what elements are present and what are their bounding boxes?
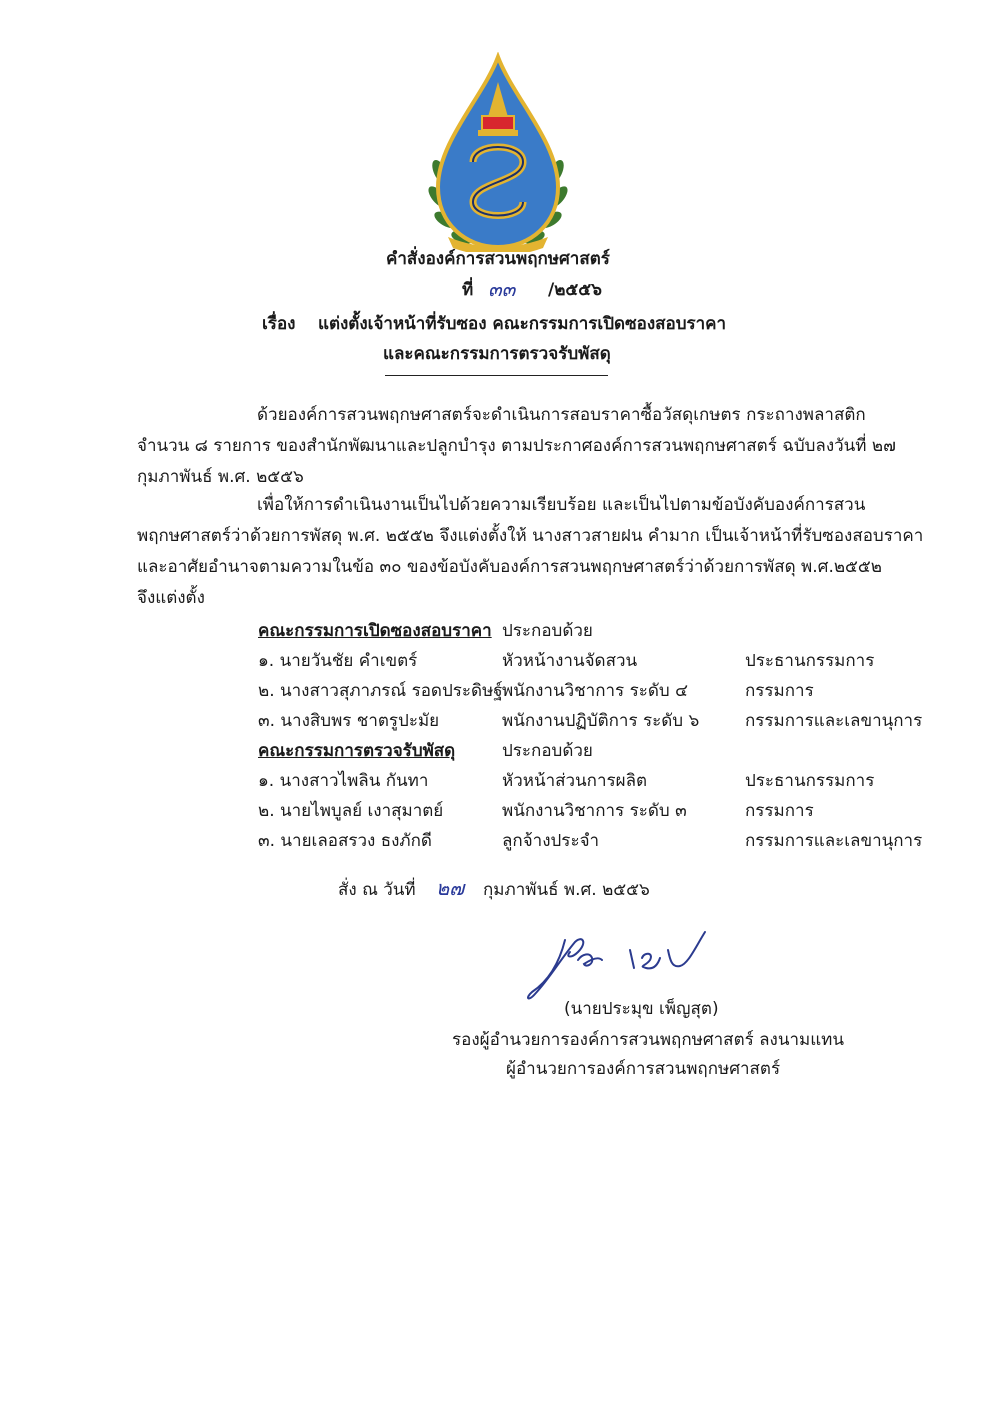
- member-position: พนักงานวิชาการ ระดับ ๔: [502, 681, 688, 701]
- signatory-name: (นายประมุข เพ็ญสุต): [564, 999, 719, 1019]
- paragraph-line: พฤกษศาสตร์ว่าด้วยการพัสดุ พ.ศ. ๒๕๕๒ จึงแต่งตั้งให้ นางสาวสายฝน คำมาก เป็นเจ้าหน้าที่รับซองสอบราคา: [137, 526, 924, 546]
- subject-line-2: และคณะกรรมการตรวจรับพัสดุ: [383, 344, 611, 364]
- paragraph-line: จึงแต่งตั้ง: [137, 588, 205, 608]
- member-position: พนักงานวิชาการ ระดับ ๓: [502, 801, 687, 821]
- committee-2-title: คณะกรรมการตรวจรับพัสดุ: [258, 741, 456, 761]
- member-role: กรรมการและเลขานุการ: [745, 831, 923, 851]
- member-position: หัวหน้าส่วนการผลิต: [502, 771, 648, 791]
- member-position: พนักงานปฏิบัติการ ระดับ ๖: [502, 711, 700, 731]
- member-name: ๑. นางสาวไพลิน กันทา: [258, 771, 429, 791]
- member-position: หัวหน้างานจัดสวน: [502, 651, 638, 671]
- paragraph-line: เพื่อให้การดำเนินงานเป็นไปด้วยความเรียบร้อย และเป็นไปตามข้อบังคับองค์การสวน: [257, 495, 866, 515]
- member-role: ประธานกรรมการ: [745, 771, 875, 791]
- member-role: ประธานกรรมการ: [745, 651, 875, 671]
- member-name: ๑. นายวันชัย คำเขตร์: [258, 651, 418, 671]
- member-name: ๒. นายไพบูลย์ เงาสุมาตย์: [258, 801, 444, 821]
- order-title: คำสั่งองค์การสวนพฤกษศาสตร์: [386, 249, 610, 269]
- member-name: ๓. นายเลอสรวง ธงภักดี: [258, 831, 432, 851]
- paragraph-line: จำนวน ๘ รายการ ของสำนักพัฒนาและปลูกบำรุง ตามประกาศองค์การสวนพฤกษศาสตร์ ฉบับลงวันที่ ๒๗: [137, 436, 896, 456]
- committee-1-title: คณะกรรมการเปิดซองสอบราคา: [258, 621, 492, 641]
- paragraph-line: กุมภาพันธ์ พ.ศ. ๒๕๕๖: [137, 467, 304, 487]
- member-name: ๓. นางสิบพร ชาตรูปะมัย: [258, 711, 440, 731]
- member-position: ลูกจ้างประจำ: [502, 831, 600, 851]
- member-name: ๒. นางสาวสุภาภรณ์ รอดประดิษฐ์: [258, 681, 503, 701]
- subject-label: เรื่อง: [262, 314, 296, 334]
- order-number-prefix: ที่: [462, 280, 474, 300]
- body-paragraph-2: [137, 490, 924, 614]
- order-number-handwritten: ๓๓: [488, 277, 516, 301]
- order-number-year: /๒๕๕๖: [548, 280, 602, 300]
- order-date-day-handwritten: ๒๗: [436, 876, 465, 900]
- signatory-title-line-1: รองผู้อำนวยการองค์การสวนพฤกษศาสตร์ ลงนามแทน: [452, 1030, 845, 1050]
- paragraph-line: ด้วยองค์การสวนพฤกษศาสตร์จะดำเนินการสอบราคาซื้อวัสดุเกษตร กระถางพลาสติก: [257, 405, 866, 425]
- paragraph-line: และอาศัยอำนาจตามความในข้อ ๓๐ ของข้อบังคับองค์การสวนพฤกษศาสตร์ว่าด้วยการพัสดุ พ.ศ.๒๕๕๒: [137, 557, 882, 577]
- committee-2-suffix: ประกอบด้วย: [502, 741, 593, 761]
- committee-1-suffix: ประกอบด้วย: [502, 621, 593, 641]
- subject-line-1: แต่งตั้งเจ้าหน้าที่รับซอง คณะกรรมการเปิดซองสอบราคา: [318, 314, 727, 334]
- member-role: กรรมการและเลขานุการ: [745, 711, 923, 731]
- botanical-garden-emblem-icon: [418, 52, 578, 252]
- signatory-title-line-2: ผู้อำนวยการองค์การสวนพฤกษศาสตร์: [506, 1059, 781, 1079]
- body-paragraph-1: [137, 400, 907, 493]
- member-role: กรรมการ: [745, 681, 814, 701]
- member-role: กรรมการ: [745, 801, 814, 821]
- header-divider: [385, 375, 608, 376]
- order-date-rest: กุมภาพันธ์ พ.ศ. ๒๕๕๖: [483, 880, 650, 900]
- order-date-prefix: สั่ง ณ วันที่: [338, 880, 416, 900]
